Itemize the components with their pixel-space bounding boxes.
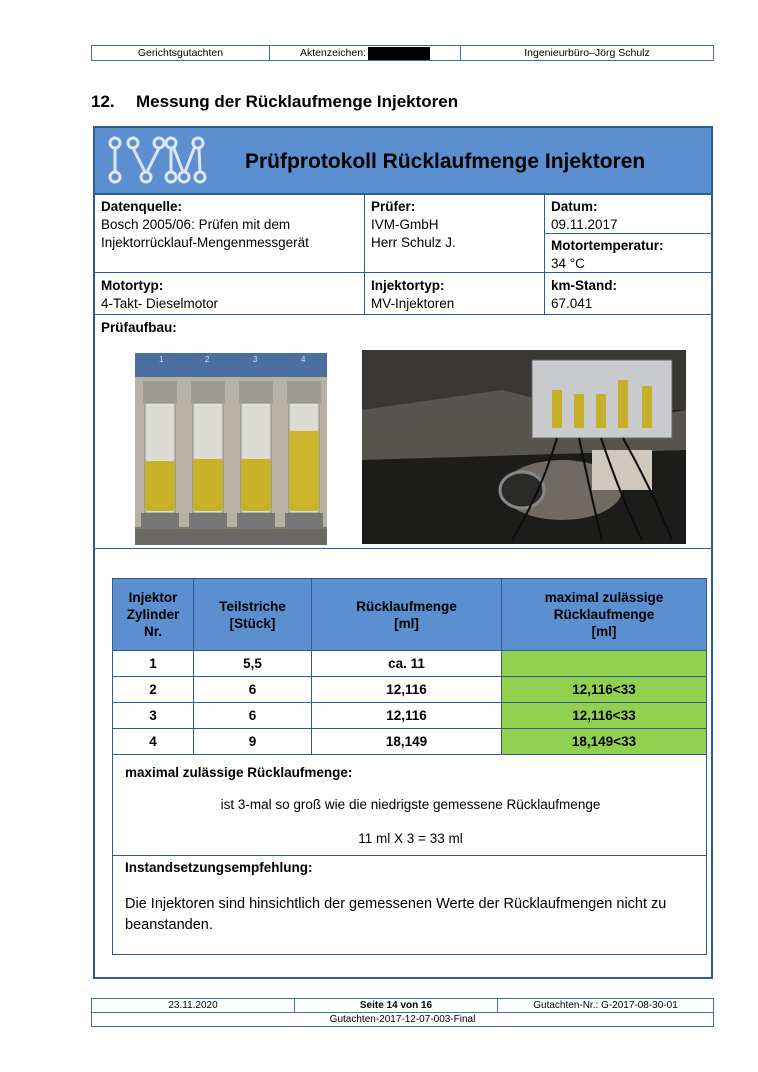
header-company: Ingenieurbüro–Jörg Schulz xyxy=(524,47,650,59)
cell-cylinder: 1 xyxy=(113,651,194,677)
header-line: Teilstriche xyxy=(219,598,286,614)
motortyp-cell xyxy=(95,275,363,315)
pruefer-cell xyxy=(365,196,543,254)
header-line: Zylinder xyxy=(126,607,180,622)
table-row xyxy=(113,703,707,729)
divider xyxy=(95,548,711,549)
datum-value: 09.11.2017 xyxy=(551,217,618,232)
cell-teilstriche: 9 xyxy=(194,729,312,755)
recommend-text: Die Injektoren sind hinsichtlich der gemessenen Werte der Rücklaufmengen nicht zu beanstanden. xyxy=(125,896,667,933)
col-header-max xyxy=(502,579,707,651)
redacted-box xyxy=(368,47,430,60)
header-line: Nr. xyxy=(143,624,162,639)
cell-ruecklaufmenge: 18,149 xyxy=(312,729,502,755)
cell-max: 12,116<33 xyxy=(502,703,707,729)
cell-ruecklaufmenge: ca. 11 xyxy=(312,651,502,677)
motortemp-value: 34 °C xyxy=(551,256,585,271)
cell-max: 18,149<33 xyxy=(502,729,707,755)
ivm-logo xyxy=(105,134,209,186)
section-heading xyxy=(91,92,458,112)
datenquelle-label: Datenquelle: xyxy=(101,199,183,214)
pruefer-name: Herr Schulz J. xyxy=(371,235,456,250)
footer-page: Seite 14 von 16 xyxy=(295,999,498,1012)
km-cell xyxy=(545,275,711,315)
injektortyp-label: Injektortyp: xyxy=(371,278,445,293)
injektortyp-cell xyxy=(365,275,543,315)
motortemp-label: Motortemperatur: xyxy=(551,238,664,253)
km-label: km-Stand: xyxy=(551,278,618,293)
header-line: maximal zulässige xyxy=(544,590,664,605)
table-row xyxy=(113,729,707,755)
max-text: ist 3-mal so groß wie die niedrigste gemessene Rücklaufmenge xyxy=(220,797,601,812)
notes-box xyxy=(112,754,707,955)
page-header xyxy=(91,45,714,61)
section-number: 12. xyxy=(91,92,115,111)
datenquelle-cell xyxy=(95,196,363,254)
cell-teilstriche: 5,5 xyxy=(194,651,312,677)
datum-cell xyxy=(545,196,711,236)
cell-ruecklaufmenge: 12,116 xyxy=(312,677,502,703)
pruefer-label: Prüfer: xyxy=(371,199,416,214)
results-table xyxy=(112,578,707,755)
page-footer xyxy=(91,998,714,1027)
col-header-ruecklaufmenge xyxy=(312,579,502,651)
footer-date: 23.11.2020 xyxy=(92,999,295,1012)
max-label: maximal zulässige Rücklaufmenge: xyxy=(125,765,353,780)
motortyp-label: Motortyp: xyxy=(101,278,164,293)
km-value: 67.041 xyxy=(551,296,593,311)
protocol-frame xyxy=(93,126,713,979)
col-header-cylinder xyxy=(113,579,194,651)
col-header-teilstriche xyxy=(194,579,312,651)
header-doc-type: Gerichtsgutachten xyxy=(92,46,270,60)
header-case-number xyxy=(270,46,461,60)
photo-number-3: 3 xyxy=(253,355,258,364)
footer-file: Gutachten-2017-12-07-003-Final xyxy=(92,1012,713,1026)
table-row xyxy=(113,677,707,703)
cell-cylinder: 2 xyxy=(113,677,194,703)
motortyp-value: 4-Takt- Dieselmotor xyxy=(101,296,219,311)
divider xyxy=(113,855,706,856)
cell-teilstriche: 6 xyxy=(194,703,312,729)
datum-label: Datum: xyxy=(551,199,598,214)
measuring-cylinders-photo xyxy=(135,353,327,545)
cell-cylinder: 4 xyxy=(113,729,194,755)
cell-max: 12,116<33 xyxy=(502,677,707,703)
header-line: [ml] xyxy=(394,615,419,631)
pruefer-company: IVM-GmbH xyxy=(371,217,439,232)
photo-number-2: 2 xyxy=(205,355,210,364)
motortemp-cell xyxy=(545,235,711,275)
cell-cylinder: 3 xyxy=(113,703,194,729)
formula: 11 ml X 3 = 33 ml xyxy=(358,831,463,846)
table-header-row xyxy=(113,579,707,651)
header-case-label: Aktenzeichen: xyxy=(300,47,366,59)
datenquelle-value: Bosch 2005/06: Prüfen mit dem Injektorrücklauf-Mengenmessgerät xyxy=(101,217,309,250)
cell-max xyxy=(502,651,707,677)
section-title: Messung der Rücklaufmenge Injektoren xyxy=(136,92,459,111)
recommend-label: Instandsetzungsempfehlung: xyxy=(125,860,313,875)
engine-bay-photo xyxy=(362,350,686,544)
photo-number-4: 4 xyxy=(301,355,306,364)
header-line: [Stück] xyxy=(229,615,276,631)
table-row xyxy=(113,651,707,677)
cell-teilstriche: 6 xyxy=(194,677,312,703)
cell-ruecklaufmenge: 12,116 xyxy=(312,703,502,729)
protocol-title-band xyxy=(95,128,711,195)
header-line: Injektor xyxy=(128,590,178,605)
header-line: Rücklaufmenge xyxy=(356,598,457,614)
header-line: Rücklaufmenge xyxy=(553,607,655,622)
footer-gutachten-nr: Gutachten-Nr.: G-2017-08-30-01 xyxy=(533,1000,678,1011)
injektortyp-value: MV-Injektoren xyxy=(371,296,455,311)
pruefaufbau-label: Prüfaufbau: xyxy=(101,320,177,335)
photo-number-1: 1 xyxy=(159,355,164,364)
protocol-title: Prüfprotokoll Rücklaufmenge Injektoren xyxy=(245,150,646,173)
header-line: [ml] xyxy=(591,624,617,639)
